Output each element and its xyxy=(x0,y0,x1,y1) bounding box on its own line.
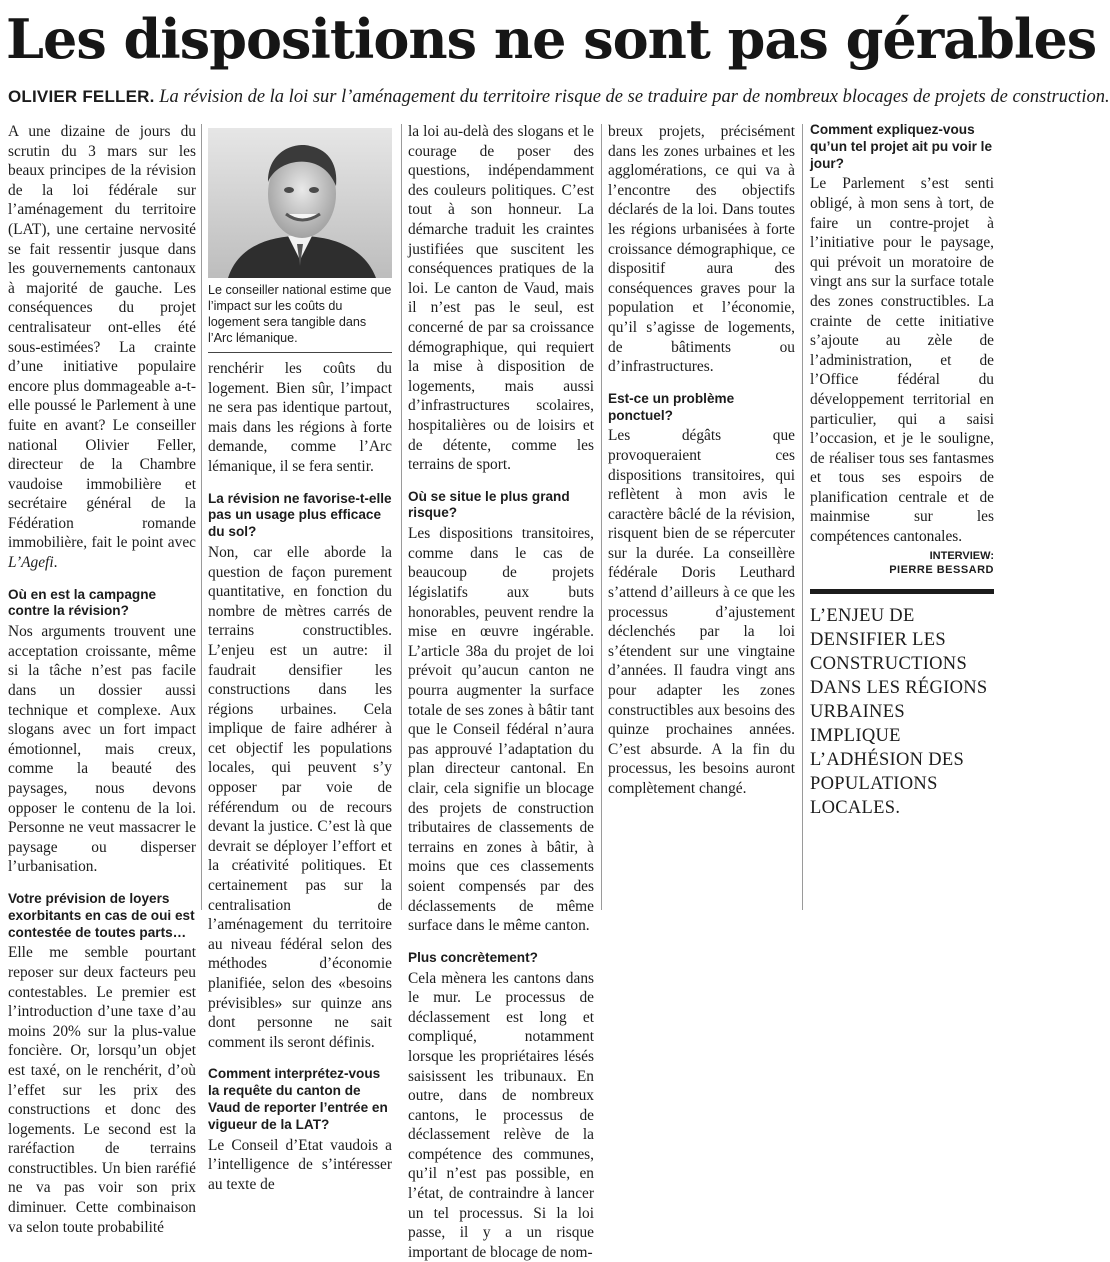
column-4 xyxy=(608,122,795,799)
question-6: Plus concrètement? xyxy=(408,949,538,965)
answer-7: Les dégâts que provoqueraient ces dispositions transitoires, qui reflètent à mon avis le caractère bâclé de la révision, risquent bien de se répercuter sur la durée. La conseillère fédérale Doris Leuthard s’attend d’ailleurs à ce que les processus d’ajustement déclenchés par la loi s’étendent sur une vingtaine d’années. Il faudra vingt ans pour adapter les zones constructibles aux besoins des quinze prochaines années. C’est absurde. A la fin du processus, les besoins auront complètement changé. xyxy=(608,427,795,797)
column-2 xyxy=(208,122,392,1194)
photo-caption: Le conseiller national estime que l’impact sur les coûts du logement sera tangible dans l’Arc lémanique. xyxy=(208,282,392,353)
intro-source: L’Agefi xyxy=(8,554,54,572)
answer-2: Elle me semble pourtant reposer sur deux facteurs peu contestables. Le premier est l’introduction d’une taxe d’au moins 20% sur la plus-value foncière. Or, lorsqu’un objet est taxé, on le renchérit, d’où l’effet sur les prix des constructions et donc des logements. Le second est la raréfaction de terrains constructibles. Un bien raréfié ne va pas voir son prix diminuer. Cette combinaison va selon toute probabilité xyxy=(8,944,196,1236)
intro-paragraph xyxy=(8,122,196,573)
question-2: Votre prévision de loyers exorbitants en cas de oui est contestée de toutes parts… xyxy=(8,890,195,940)
answer-2-continued: renchérir les coûts du logement. Bien sûr, l’impact ne sera pas identique partout, mais dans les régions à forte demande, comme l’Arc lémanique, il se fera sentir. xyxy=(208,360,392,475)
answer-1: Nos arguments trouvent une acceptation croissante, même si la tâche n’est pas facile dans un dossier aussi technique et complexe. Aux slogans avec un fort impact émotionnel, mais creux, comme la beauté des paysages, nous devons opposer le contenu de la loi. Personne ne veut massacrer le paysage ou disperser l’urbanisation. xyxy=(8,623,196,876)
column-5 xyxy=(810,122,994,820)
answer-6: Cela mènera les cantons dans le mur. Le processus de déclassement est long et compliqué, notamment lorsque les propriétaires lésés saisissent les tribunaux. En outre, dans de nombreux cantons, le processus de déclassement relève de la compétence des communes, qu’il n’est pas possible, en l’état, de contraindre à lancer un tel processus. Si la loi passe, il y a un risque important de blocage de nom- xyxy=(408,969,594,1261)
intro-end: . xyxy=(53,554,58,572)
question-1: Où en est la campagne contre la révision? xyxy=(8,586,157,619)
column-divider xyxy=(401,124,402,910)
lead-dek: La révision de la loi sur l’aménagement du territoire risque de se traduire par de nombreux blocages de projets de construction. xyxy=(159,87,1110,107)
portrait-illustration xyxy=(208,128,392,278)
answer-6-continued: breux projets, précisément dans les zones urbaines et les agglomérations, ce qui va à l’encontre des objectifs déclarés de la loi. Dans toutes les régions urbanisées à forte croissance démographique, ce dispositif aura des conséquences graves pour la population et l’économie, qu’il s’agisse de logements, de bâtiments ou d’infrastructures. xyxy=(608,123,795,376)
lead-author: OLIVIER FELLER. xyxy=(8,87,155,106)
column-3 xyxy=(408,122,594,1262)
intro-text: A une dizaine de jours du scrutin du 3 mars sur les beaux principes de la révision de la loi fédérale sur l’aménagement du territoire (LAT), une certaine nervosité se fait ressentir jusque dans les gouvernements cantonaux à majorité de gauche. Les conséquences du projet centralisateur ont-elles été sous-estimées? La crainte d’une initiative populaire encore plus dommageable a-t-elle poussé le Parlement à une fuite en avant? Le conseiller national Olivier Feller, directeur de la Chambre vaudoise immobilière et secrétaire général de la Fédération romande immobilière, fait le point avec xyxy=(8,123,196,552)
answer-5: Les dispositions transitoires, comme dans le cas de beaucoup de projets législatifs aux buts honorables, peuvent rendre la mise en œuvre ingérable. L’article 38a du projet de loi prévoit qu’aucun canton ne pourra augmenter la surface totale de ses zones à bâtir tant que le Conseil fédéral n’aura pas approuvé l’adaptation du plan directeur cantonal. En clair, cela signifie un blocage des projets de construction tributaires de classements de terrains en zones à bâtir, à moins que ces classements soient compensés par des déclassements de même surface dans le même canton. xyxy=(408,525,594,935)
column-divider xyxy=(601,124,602,910)
column-divider xyxy=(201,124,202,910)
interview-credit-name: PIERRE BESSARD xyxy=(889,563,994,576)
portrait-photo xyxy=(208,128,392,278)
interview-credit-label: INTERVIEW: xyxy=(929,549,994,562)
pull-quote: L’ENJEU DE DENSIFIER LES CONSTRUCTIONS DANS LES RÉGIONS URBAINES IMPLIQUE L’ADHÉSION DES POPULATIONS LOCALES. xyxy=(810,589,994,820)
answer-4: Le Conseil d’Etat vaudois a l’intelligence de s’intéresser au texte de xyxy=(208,1136,392,1193)
question-7: Est-ce un problème ponctuel? xyxy=(608,390,735,423)
question-5: Où se situe le plus grand risque? xyxy=(408,488,570,521)
lead xyxy=(8,86,1110,108)
question-4: Comment interprétez-vous la requête du canton de Vaud de reporter l’entrée en vigueur de la LAT? xyxy=(208,1066,388,1132)
question-3: La révision ne favorise-t-elle pas un usage plus efficace du sol? xyxy=(208,490,392,540)
answer-8: Le Parlement s’est senti obligé, à mon sens à tort, de faire un contre-projet à l’initiative pour le paysage, qui prévoit un moratoire de vingt ans sur la surface totale des zones constructibles. La crainte de cette initiative s’ajoute au zèle de l’administration, et de l’Office fédéral du développement territorial en particulier, qui a saisi l’occasion, et je le souligne, de réaliser tous ses fantasmes et tous ses espoirs de planification centrale et de mainmise sur les compétences cantonales. xyxy=(810,175,994,546)
headline: Les dispositions ne sont pas gérables xyxy=(6,7,1097,71)
column-divider xyxy=(802,124,803,910)
answer-3: Non, car elle aborde la question de façon purement quantitative, en fonction du nombre de mètres carrés de terrains constructibles. L’enjeu est un autre: il faudrait densifier les constructions dans les régions urbaines. Cela implique de faire adhérer à cet objectif les populations locales, qui peuvent s’y opposer par voie de référendum ou de recours devant la justice. C’est là que devrait se déployer l’effort et la créativité politiques. Et certainement pas sur la centralisation de l’aménagement du territoire au niveau fédéral selon des méthodes d’économie planifiée, selon des «besoins prévisibles» sur quinze ans dont personne ne sait comment ils seront définis. xyxy=(208,543,392,1051)
answer-4-continued: la loi au-delà des slogans et le courage de poser des questions, indépendamment des couleurs politiques. C’est tout à son honneur. La démarche traduit les craintes justifiées que suscitent les conséquences pratiques de la loi. Le canton de Vaud, mais il n’est pas le seul, est concerné de par sa croissance démographique, qui requiert la mise à disposition de logements, mais aussi d’infrastructures scolaires, hospitalières ou de loisirs et de détente, comme les terrains de sport. xyxy=(408,123,594,474)
column-1 xyxy=(8,122,196,1237)
question-8: Comment expliquez-vous qu’un tel projet ait pu voir le jour? xyxy=(810,122,993,171)
